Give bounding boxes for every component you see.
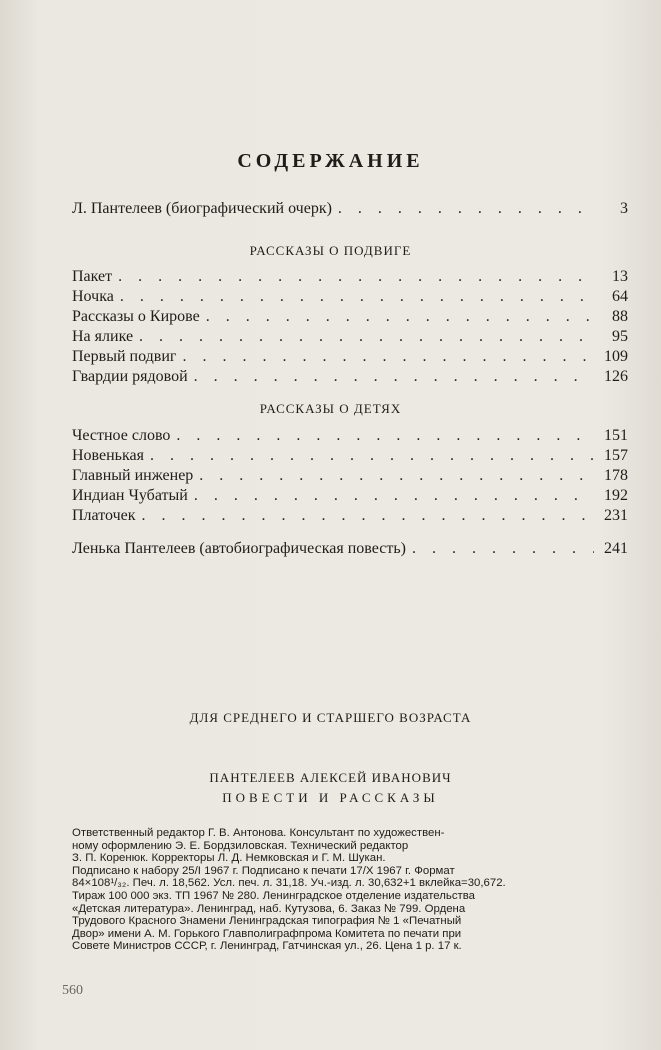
toc-entry: [72, 467, 628, 487]
toc-entry-page: 109: [604, 348, 628, 365]
toc-entry-label: Гвардии рядовой: [72, 368, 188, 385]
age-group-label: ДЛЯ СРЕДНЕГО И СТАРШЕГО ВОЗРАСТА: [189, 710, 472, 725]
toc-leader-dots: [338, 200, 594, 218]
toc-entry-label: Рассказы о Кирове: [72, 308, 200, 325]
toc-leader-dots: [199, 467, 594, 485]
toc-leader-dots: [139, 328, 594, 346]
author-name: ПАНТЕЛЕЕВ АЛЕКСЕЙ ИВАНОВИЧ: [209, 770, 452, 785]
section-heading-2: РАССКАЗЫ О ДЕТЯХ: [259, 401, 402, 416]
imprint-line: Совете Министров СССР, г. Ленинград, Гатчинская ул., 26. Цена 1 р. 17 к.: [72, 940, 462, 953]
toc-leader-dots: [150, 447, 594, 465]
imprint-line: Трудового Красного Знамени Ленинградская типография № 1 «Печатный: [72, 915, 462, 928]
toc-entry-label: Честное слово: [72, 427, 171, 444]
toc-entry: [72, 308, 628, 328]
toc-entry-label: Ночка: [72, 288, 114, 305]
toc-entry: [72, 507, 628, 527]
imprint-line: ному оформлению Э. Е. Бордзиловская. Технический редактор: [72, 839, 409, 852]
toc-entry-page: 3: [620, 200, 628, 217]
toc-entry-label: Новенькая: [72, 447, 144, 464]
toc-entry-page: 192: [604, 487, 628, 504]
toc-entry-page: 13: [612, 268, 628, 285]
toc-entry: [72, 447, 628, 467]
toc-entry: [72, 368, 628, 388]
imprint-line: Двор» имени А. М. Горького Главполиграфпрома Комитета по печати при: [72, 927, 462, 940]
toc-entry: [72, 328, 628, 348]
toc-leader-dots: [118, 268, 594, 286]
toc-entry: [72, 268, 628, 288]
toc-entry-label: Индиан Чубатый: [72, 487, 188, 504]
toc-entry-outro: [72, 540, 628, 560]
toc-leader-dots: [194, 368, 594, 386]
toc-entry-label: Платочек: [72, 507, 136, 524]
toc-entry-label: Л. Пантелеев (биографический очерк): [72, 200, 332, 217]
page-number: 560: [62, 983, 83, 998]
section-heading-1: РАССКАЗЫ О ПОДВИГЕ: [249, 243, 412, 258]
imprint-line: Подписано к набору 25/I 1967 г. Подписано к печати 17/X 1967 г. Формат: [72, 864, 455, 877]
toc-leader-dots: [176, 427, 594, 445]
toc-entry-intro: [72, 200, 628, 220]
imprint-block: [72, 827, 628, 953]
toc-leader-dots: [194, 487, 594, 505]
imprint-line: 84×108¹/₃₂. Печ. л. 18,562. Усл. печ. л. 31,18. Уч.-изд. л. 30,632+1 вклейка=30,672.: [72, 877, 506, 890]
toc-entry-label: Главный инженер: [72, 467, 194, 484]
imprint-line: Тираж 100 000 экз. ТП 1967 № 280. Ленинградское отделение издательства: [72, 889, 476, 902]
toc-entry: [72, 348, 628, 368]
toc-leader-dots: [182, 348, 594, 366]
toc-entry-label: На ялике: [72, 328, 134, 345]
toc-leader-dots: [120, 288, 594, 306]
toc-entry-label: Первый подвиг: [72, 348, 177, 365]
toc-entry: [72, 427, 628, 447]
book-title: ПОВЕСТИ И РАССКАЗЫ: [222, 790, 439, 805]
toc-entry-page: 241: [604, 540, 628, 557]
toc-entry: [72, 487, 628, 507]
toc-entry-page: 231: [604, 507, 628, 524]
toc-entry-page: 178: [604, 467, 628, 484]
toc-entry-page: 151: [604, 427, 628, 444]
toc-entry-label: Пакет: [72, 268, 113, 285]
toc-entry-page: 95: [612, 328, 628, 345]
toc-entry-page: 88: [612, 308, 628, 325]
imprint-line: З. П. Коренюк. Корректоры Л. Д. Немковская и Г. М. Шукан.: [72, 852, 386, 865]
toc-entry-label: Ленька Пантелеев (автобиографическая повесть): [72, 540, 406, 557]
toc-entry: [72, 288, 628, 308]
toc-leader-dots: [142, 507, 594, 525]
toc-entry-page: 64: [612, 288, 628, 305]
toc-leader-dots: [412, 540, 594, 558]
toc-leader-dots: [206, 308, 594, 326]
imprint-line: Ответственный редактор Г. В. Антонова. Консультант по художествен-: [72, 827, 445, 839]
toc-title: СОДЕРЖАНИЕ: [237, 150, 424, 172]
imprint-line: «Детская литература». Ленинград, наб. Кутузова, 6. Заказ № 799. Ордена: [72, 902, 466, 915]
toc-entry-page: 126: [604, 368, 628, 385]
toc-entry-page: 157: [604, 447, 628, 464]
